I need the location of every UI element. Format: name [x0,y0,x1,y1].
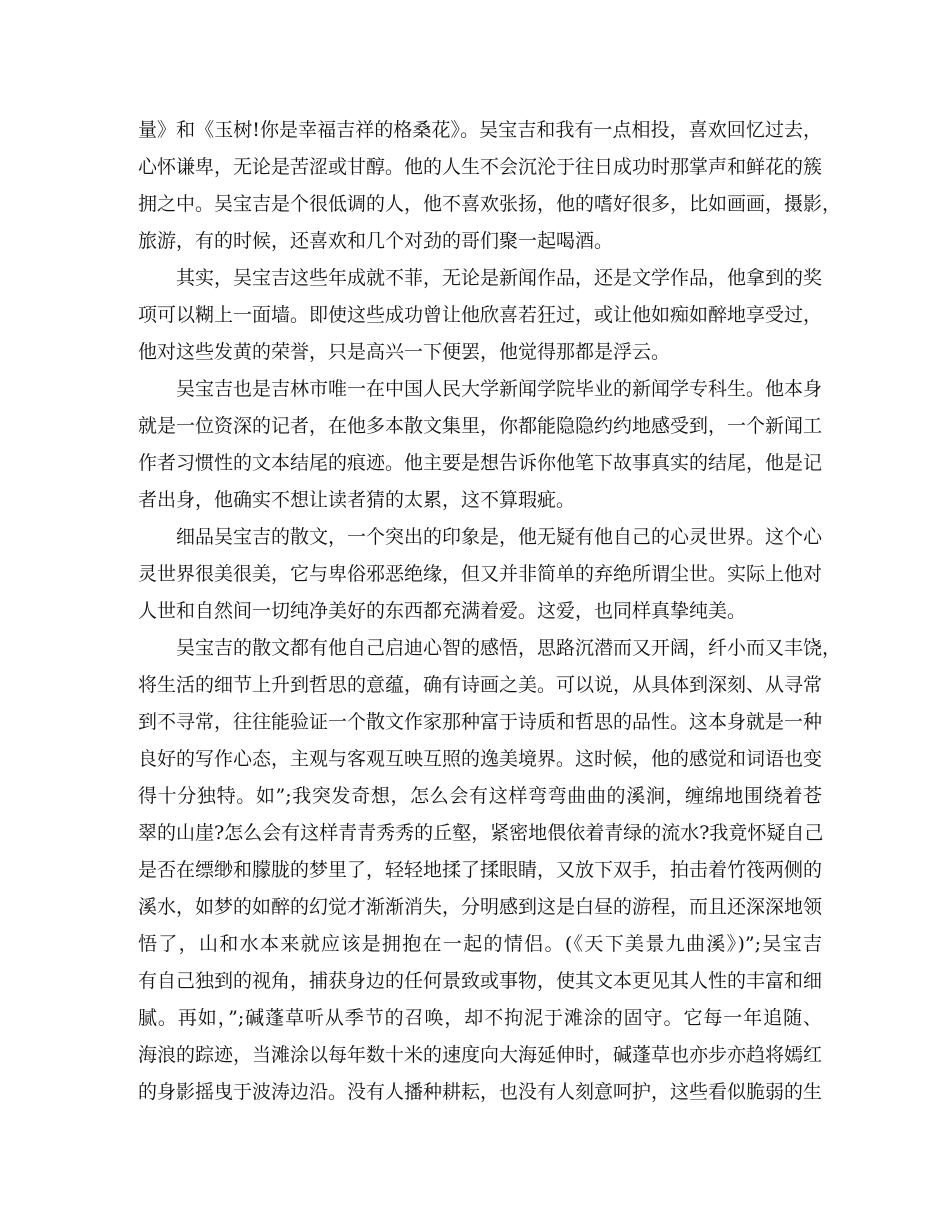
text-line: 人世和自然间一切纯净美好的东西都充满着爱。这爱，也同样真挚纯美。 [138,600,747,622]
text-line: 心怀谦卑，无论是苦涩或甘醇。他的人生不会沉沦于往日成功时那掌声和鲜花的簇 [138,156,823,178]
text-line: 悟了，山和水本来就应该是拥抱在一起的情侣。(《天下美景九曲溪》)”;吴宝吉 [138,933,822,955]
paragraph [138,519,822,630]
text-line: 腻。再如，”;碱蓬草听从季节的召唤，却不拘泥于滩涂的固守。它每一年追随、 [138,1007,822,1029]
text-line: 项可以糊上一面墙。即使这些成功曾让他欣喜若狂过，或让他如痴如醉地享受过， [138,304,823,326]
text-line: 海浪的踪迹，当滩涂以每年数十米的速度向大海延伸时，碱蓬草也亦步亦趋将嫣红 [138,1044,823,1066]
text-line: 者出身，他确实不想让读者猜的太累，这不算瑕疵。 [138,489,576,511]
text-line: 将生活的细节上升到哲思的意蕴，确有诗画之美。可以说，从具体到深刻、从寻常 [138,674,823,696]
text-line: 吴宝吉的散文都有他自己启迪心智的感悟，思路沉潜而又开阔，纤小而又丰饶， [176,637,842,659]
paragraph [138,371,822,519]
text-line: 旅游，有的时候，还喜欢和几个对劲的哥们聚一起喝酒。 [138,230,614,252]
text-line: 灵世界很美很美，它与卑俗邪恶绝缘，但又并非简单的弃绝所谓尘世。实际上他对 [138,563,823,585]
text-line: 吴宝吉也是吉林市唯一在中国人民大学新闻学院毕业的新闻学专科生。他本身 [176,378,823,400]
text-line: 良好的写作心态，主观与客观互映互照的逸美境界。这时候，他的感觉和词语也变 [138,748,823,770]
text-line: 量》和《玉树!你是幸福吉祥的格桑花》。吴宝吉和我有一点相投，喜欢回忆过去， [138,119,822,141]
article-body [138,112,842,1111]
paragraph [138,630,842,1111]
text-line: 翠的山崖?怎么会有这样青青秀秀的丘壑，紧密地偎依着青绿的流水?我竟怀疑自己 [138,822,824,844]
paragraph [138,260,822,371]
text-line: 溪水，如梦的如醉的幻觉才渐渐消失，分明感到这是白昼的游程，而且还深深地领 [138,896,823,918]
text-line: 就是一位资深的记者，在他多本散文集里，你都能隐隐约约地感受到，一个新闻工 [138,415,823,437]
text-line: 的身影摇曳于波涛边沿。没有人播种耕耘，也没有人刻意呵护，这些看似脆弱的生 [138,1081,823,1103]
text-line: 作者习惯性的文本结尾的痕迹。他主要是想告诉你他笔下故事真实的结尾，他是记 [138,452,823,474]
text-line: 是否在缥缈和朦胧的梦里了，轻轻地揉了揉眼睛，又放下双手，拍击着竹筏两侧的 [138,859,823,881]
text-line: 得十分独特。如”;我突发奇想，怎么会有这样弯弯曲曲的溪涧，缠绵地围绕着苍 [138,785,822,807]
paragraph [138,112,842,260]
text-line: 有自己独到的视角，捕获身边的任何景致或事物，使其文本更见其人性的丰富和细 [138,970,823,992]
text-line: 到不寻常，往往能验证一个散文作家那种富于诗质和哲思的品性。这本身就是一种 [138,711,823,733]
text-line: 其实，吴宝吉这些年成就不菲，无论是新闻作品，还是文学作品，他拿到的奖 [176,267,823,289]
text-line: 他对这些发黄的荣誉，只是高兴一下便罢，他觉得那都是浮云。 [138,341,671,363]
text-line: 细品吴宝吉的散文，一个突出的印象是，他无疑有他自己的心灵世界。这个心 [176,526,823,548]
text-line: 拥之中。吴宝吉是个很低调的人，他不喜欢张扬，他的嗜好很多，比如画画，摄影， [138,193,842,215]
